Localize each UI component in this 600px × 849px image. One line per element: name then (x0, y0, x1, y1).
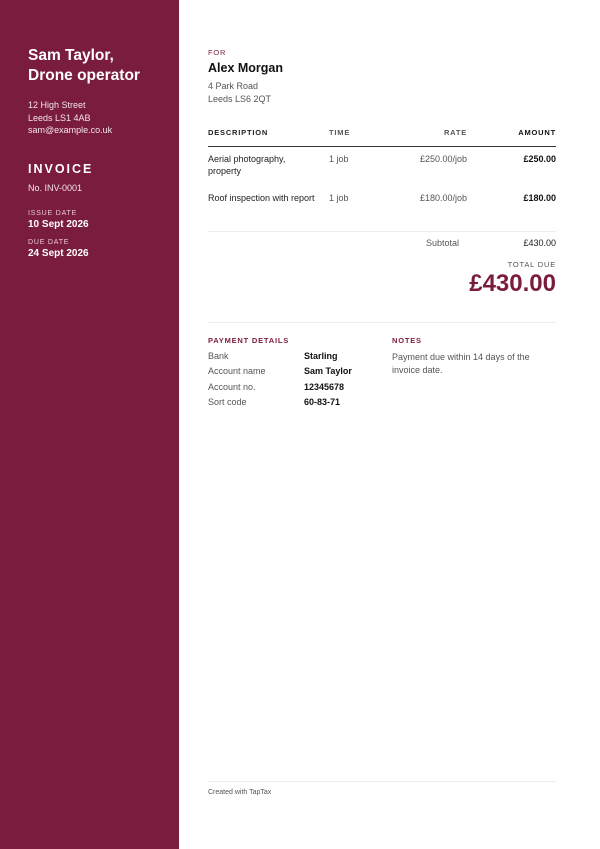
row-description: Roof inspection with report (208, 193, 315, 203)
header-rate: RATE (443, 128, 467, 137)
due-date-block (28, 239, 159, 259)
payment-value: 60-83-71 (304, 397, 341, 407)
footer-divider (208, 781, 556, 782)
payment-value: Sam Taylor (304, 366, 352, 376)
table-header (208, 128, 556, 147)
payment-label: Account name (208, 366, 266, 376)
client-address-line2: Leeds LS6 2QT (208, 93, 272, 104)
header-time: TIME (329, 128, 351, 137)
client-label: FOR (208, 48, 227, 57)
table-divider (208, 231, 556, 232)
sender-email: sam@example.co.uk (28, 125, 113, 135)
payment-label: Bank (208, 351, 229, 361)
row-time: 1 job (329, 154, 349, 164)
due-date-label: DUE DATE (28, 238, 70, 246)
payment-label: Account no. (208, 382, 256, 392)
row-amount: £180.00 (523, 193, 556, 203)
issue-date-block (28, 210, 159, 230)
client-address-line1: 4 Park Road (208, 81, 259, 91)
sender-address (28, 99, 159, 137)
due-date-value: 24 Sept 2026 (28, 247, 89, 259)
client-name: Alex Morgan (208, 61, 284, 75)
sender-name: Sam Taylor, Drone operator (28, 47, 140, 84)
invoice-number: No. INV-0001 (28, 182, 83, 193)
totals-divider (208, 322, 556, 323)
header-amount: AMOUNT (518, 128, 556, 137)
row-time: 1 job (329, 193, 349, 203)
payment-value: 12345678 (304, 382, 345, 392)
total-due-label: TOTAL DUE (507, 260, 556, 269)
header-description: DESCRIPTION (208, 128, 269, 137)
row-description: Aerial photography, property (208, 154, 286, 176)
issue-date-label: ISSUE DATE (28, 209, 78, 217)
subtotal-value: £430.00 (523, 238, 556, 248)
footer-text: Created with TapTax (208, 789, 272, 796)
payment-details-title: PAYMENT DETAILS (208, 336, 290, 345)
client-address (208, 80, 271, 105)
sender-address-line1: 12 High Street (28, 100, 86, 110)
row-rate: £250.00/job (419, 154, 467, 164)
subtotal-label: Subtotal (425, 238, 459, 248)
total-due-value: £430.00 (469, 270, 556, 297)
issue-date-value: 10 Sept 2026 (28, 218, 89, 230)
payment-label: Sort code (208, 397, 247, 407)
sender-sidebar (0, 0, 179, 849)
sender-address-line2: Leeds LS1 4AB (28, 112, 91, 123)
payment-value: Starling (304, 351, 338, 361)
notes-title: NOTES (392, 336, 422, 345)
notes-text: Payment due within 14 days of the invoice date. (392, 352, 530, 375)
row-amount: £250.00 (523, 154, 556, 164)
invoice-title: INVOICE (28, 161, 94, 176)
row-rate: £180.00/job (419, 193, 467, 203)
